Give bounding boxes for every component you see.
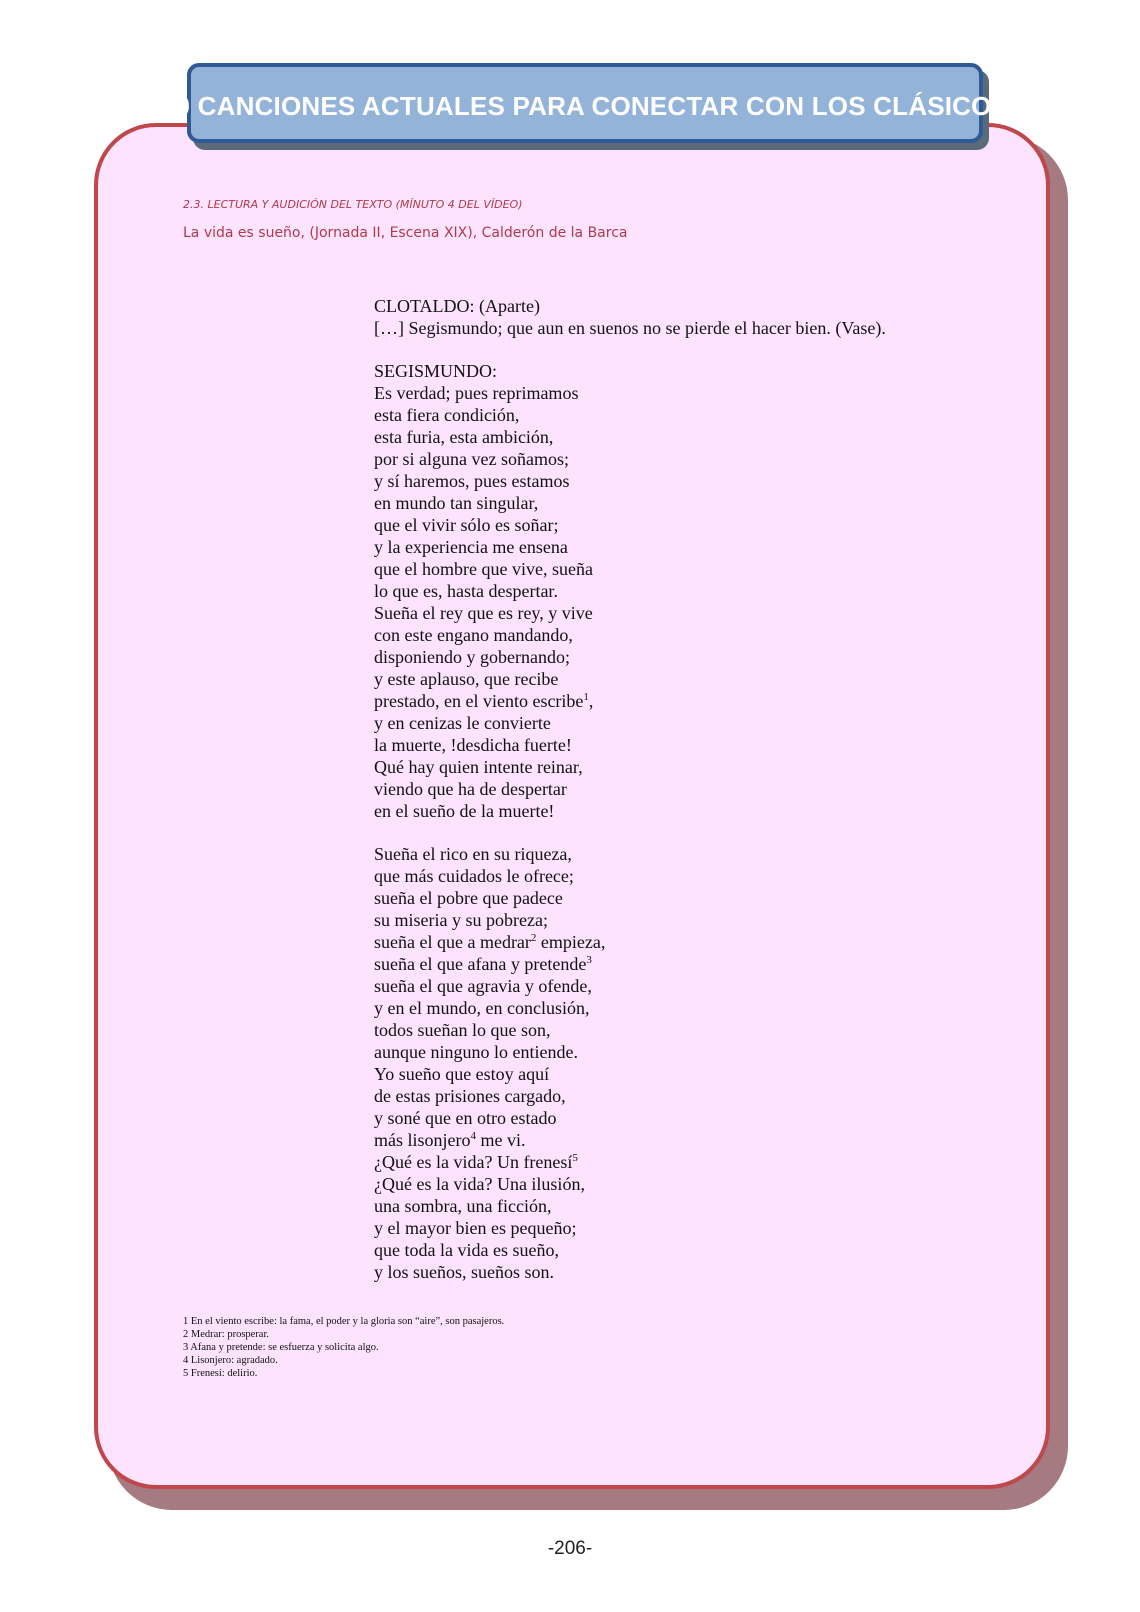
stanza-2-mid xyxy=(374,975,994,1129)
verse-line: que el hombre que vive, sueña xyxy=(374,559,593,579)
verse-line: esta furia, esta ambición, xyxy=(374,427,554,447)
page-number: -206- xyxy=(547,1538,593,1559)
verse-line: Sueña el rey que es rey, y vive xyxy=(374,603,593,623)
verse-line: viendo que ha de despertar xyxy=(374,779,567,799)
verse-line: por si alguna vez soñamos; xyxy=(374,449,569,469)
verse-line: sueña el que agravia y ofende, xyxy=(374,976,592,996)
verse-line: Qué hay quien intente reinar, xyxy=(374,757,583,777)
verse-line: y en cenizas le convierte xyxy=(374,713,551,733)
verse-line: sueña el pobre que padece xyxy=(374,888,563,908)
verse-line: Es verdad; pues reprimamos xyxy=(374,383,579,403)
play-text xyxy=(374,295,994,1283)
verse-line: lo que es, hasta despertar. xyxy=(374,581,558,601)
verse-line: Sueña el rico en su riqueza, xyxy=(374,844,572,864)
verse-line: todos sueñan lo que son, xyxy=(374,1020,551,1040)
verse-line: y sí haremos, pues estamos xyxy=(374,471,570,491)
footnote-item: 2 Medrar: prosperar. xyxy=(183,1329,270,1340)
verse-line: aunque ninguno lo entiende. xyxy=(374,1042,578,1062)
verse-line: su miseria y su pobreza; xyxy=(374,910,548,930)
verse-line: esta fiera condición, xyxy=(374,405,520,425)
stanza-2-end xyxy=(374,1173,994,1283)
stanza-1 xyxy=(374,382,994,690)
verse-line: disponiendo y gobernando; xyxy=(374,647,570,667)
speaker-clotaldo: CLOTALDO: (Aparte) xyxy=(374,296,541,316)
verse-line: con este engano mandando, xyxy=(374,625,573,645)
section-heading: 2.3. LECTURA Y AUDICIÓN DEL TEXTO (MÍNUTO 4 DEL VÍDEO) xyxy=(183,198,523,211)
work-reference: La vida es sueño, (Jornada II, Escena XIX), Calderón de la Barca xyxy=(183,225,628,241)
verse-line: en el sueño de la muerte! xyxy=(374,801,555,821)
footnote-item: 3 Afana y pretende: se esfuerza y solicita algo. xyxy=(183,1342,379,1353)
verse-line: la muerte, !desdicha fuerte! xyxy=(374,735,572,755)
verse-line: Yo sueño que estoy aquí xyxy=(374,1064,550,1084)
footnote-ref: 2 xyxy=(530,932,537,944)
verse-line: prestado, en el viento escribe$^1$, xyxy=(374,691,594,711)
verse-line: sueña el que a medrar$^2$ empieza, xyxy=(374,932,606,952)
header-banner xyxy=(160,63,1010,143)
footnote-item: 1 En el viento escribe: la fama, el poder y la gloria son “aire”, son pasajeros. xyxy=(183,1316,505,1327)
verse-line: una sombra, una ficción, xyxy=(374,1196,552,1216)
footnote-ref: 1 xyxy=(583,691,589,703)
footnote-ref: 5 xyxy=(572,1152,578,1164)
stanza-1-end xyxy=(374,712,994,822)
verse-line: y en el mundo, en conclusión, xyxy=(374,998,590,1018)
stanza-2-start xyxy=(374,843,994,931)
footnote-item: 5 Frenesí: delirio. xyxy=(183,1368,258,1379)
verse-line: y la experiencia me ensena xyxy=(374,537,568,557)
speaker-segismundo: SEGISMUNDO: xyxy=(374,361,498,381)
verse-line: y soné que en otro estado xyxy=(374,1108,557,1128)
verse-line: de estas prisiones cargado, xyxy=(374,1086,566,1106)
page-title: 10 CANCIONES ACTUALES PARA CONECTAR CON LOS CLÁSICOS xyxy=(160,90,1010,121)
verse-line: y este aplauso, que recibe xyxy=(374,669,559,689)
footnotes xyxy=(183,1315,504,1380)
verse-line: y los sueños, sueños son. xyxy=(374,1262,555,1282)
verse-line: más lisonjero$^4$ me vi. xyxy=(374,1130,526,1150)
clotaldo-line: […] Segismundo; que aun en suenos no se pierde el hacer bien. (Vase). xyxy=(374,318,886,338)
verse-line: que más cuidados le ofrece; xyxy=(374,866,574,886)
verse-line: en mundo tan singular, xyxy=(374,493,539,513)
verse-line: ¿Qué es la vida? Un frenesí$^5$ xyxy=(374,1152,578,1172)
verse-line: sueña el que afana y pretende$^3$ xyxy=(374,954,592,974)
verse-line: y el mayor bien es pequeño; xyxy=(374,1218,577,1238)
verse-line: que el vivir sólo es soñar; xyxy=(374,515,559,535)
footnote-ref: 4 xyxy=(470,1130,476,1142)
verse-line: ¿Qué es la vida? Una ilusión, xyxy=(374,1174,585,1194)
verse-line: que toda la vida es sueño, xyxy=(374,1240,559,1260)
footnote-item: 4 Lisonjero: agradado. xyxy=(183,1355,278,1366)
footnote-ref: 3 xyxy=(586,954,592,966)
